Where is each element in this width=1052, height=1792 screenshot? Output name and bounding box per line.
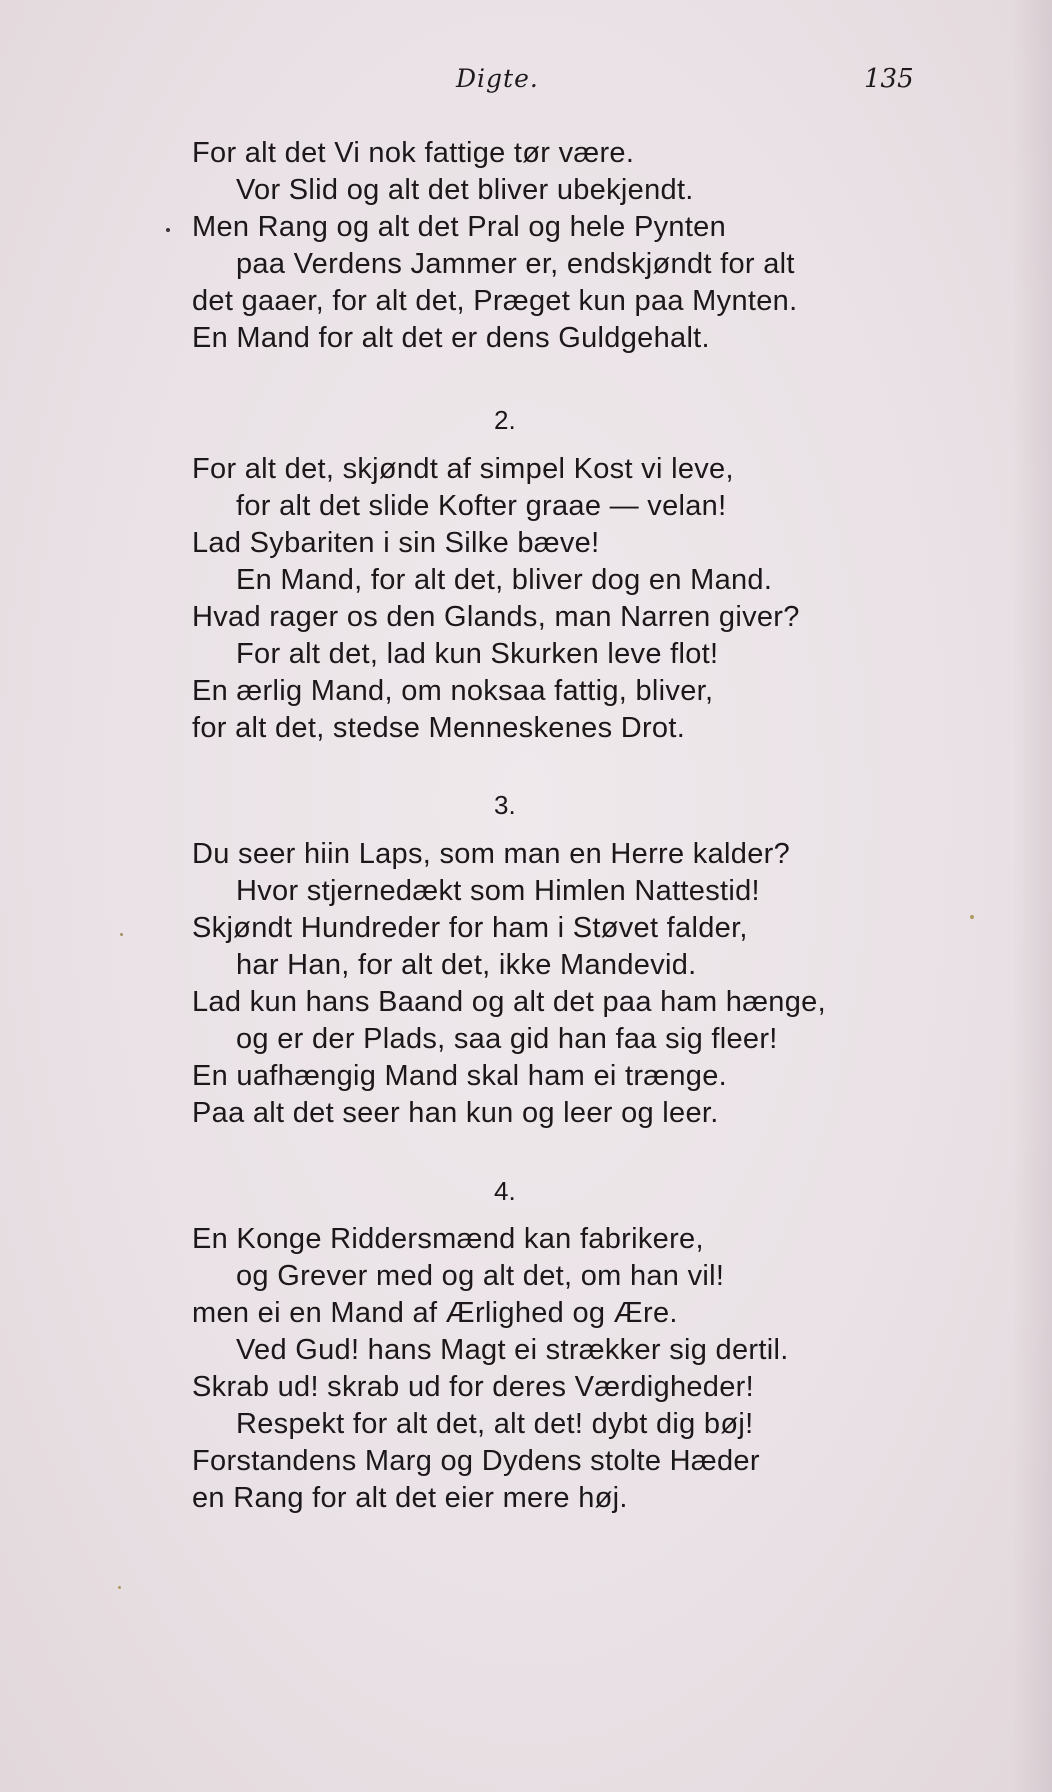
page-number: 135 bbox=[864, 64, 914, 94]
verse-line: Lad kun hans Baand og alt det paa ham hænge, bbox=[192, 986, 826, 1018]
print-speck bbox=[970, 915, 974, 919]
page-edge-shadow bbox=[1012, 0, 1052, 1792]
verse-line: paa Verdens Jammer er, endskjøndt for alt bbox=[236, 248, 795, 280]
verse-line: men ei en Mand af Ærlighed og Ære. bbox=[192, 1297, 678, 1329]
verse-line: for alt det, stedse Menneskenes Drot. bbox=[192, 712, 686, 744]
verse-line: En Konge Riddersmænd kan fabrikere, bbox=[192, 1223, 704, 1255]
verse-line: Skrab ud! skrab ud for deres Værdigheder! bbox=[192, 1371, 754, 1403]
verse-line: Du seer hiin Laps, som man en Herre kalder? bbox=[192, 838, 791, 870]
verse-line: Vor Slid og alt det bliver ubekjendt. bbox=[236, 174, 694, 206]
verse-line: Men Rang og alt det Pral og hele Pynten bbox=[192, 211, 727, 243]
verse-line: Hvad rager os den Glands, man Narren giver? bbox=[192, 601, 800, 633]
verse-line: En ærlig Mand, om noksaa fattig, bliver, bbox=[192, 675, 714, 707]
verse-line: En Mand for alt det er dens Guldgehalt. bbox=[192, 322, 710, 354]
verse-line: Forstandens Marg og Dydens stolte Hæder bbox=[192, 1445, 760, 1477]
print-speck bbox=[118, 1586, 121, 1589]
verse-line: En Mand, for alt det, bliver dog en Mand. bbox=[236, 564, 773, 596]
verse-line: Skjøndt Hundreder for ham i Støvet falder, bbox=[192, 912, 748, 944]
stanza-number-4: 4. bbox=[494, 1176, 516, 1206]
verse-line: for alt det slide Kofter graae — velan! bbox=[236, 490, 727, 522]
verse-line: har Han, for alt det, ikke Mandevid. bbox=[236, 949, 697, 981]
stanza-number-3: 3. bbox=[494, 790, 516, 820]
verse-line: Respekt for alt det, alt det! dybt dig bøj! bbox=[236, 1408, 754, 1440]
verse-line: For alt det, lad kun Skurken leve flot! bbox=[236, 638, 719, 670]
verse-line: Lad Sybariten i sin Silke bæve! bbox=[192, 527, 600, 559]
running-title: Digte. bbox=[456, 64, 539, 93]
verse-line: For alt det, skjøndt af simpel Kost vi leve, bbox=[192, 453, 734, 485]
verse-line: Ved Gud! hans Magt ei strækker sig dertil. bbox=[236, 1334, 789, 1366]
stanza-3 bbox=[192, 836, 826, 1132]
verse-line: Hvor stjernedækt som Himlen Nattestid! bbox=[236, 875, 760, 907]
verse-line: og Grever med og alt det, om han vil! bbox=[236, 1260, 725, 1292]
stanza-number-2: 2. bbox=[494, 405, 516, 435]
stanza-1 bbox=[192, 135, 797, 357]
verse-line: For alt det Vi nok fattige tør være. bbox=[192, 137, 635, 169]
verse-line: En uafhængig Mand skal ham ei trænge. bbox=[192, 1060, 728, 1092]
verse-line: det gaaer, for alt det, Præget kun paa Mynten. bbox=[192, 285, 798, 317]
verse-line: og er der Plads, saa gid han faa sig fleer! bbox=[236, 1023, 778, 1055]
print-speck bbox=[120, 933, 123, 936]
verse-line: en Rang for alt det eier mere høj. bbox=[192, 1482, 628, 1514]
print-speck bbox=[166, 228, 170, 232]
verse-line: Paa alt det seer han kun og leer og leer. bbox=[192, 1097, 719, 1129]
stanza-4 bbox=[192, 1221, 789, 1517]
stanza-2 bbox=[192, 451, 800, 747]
